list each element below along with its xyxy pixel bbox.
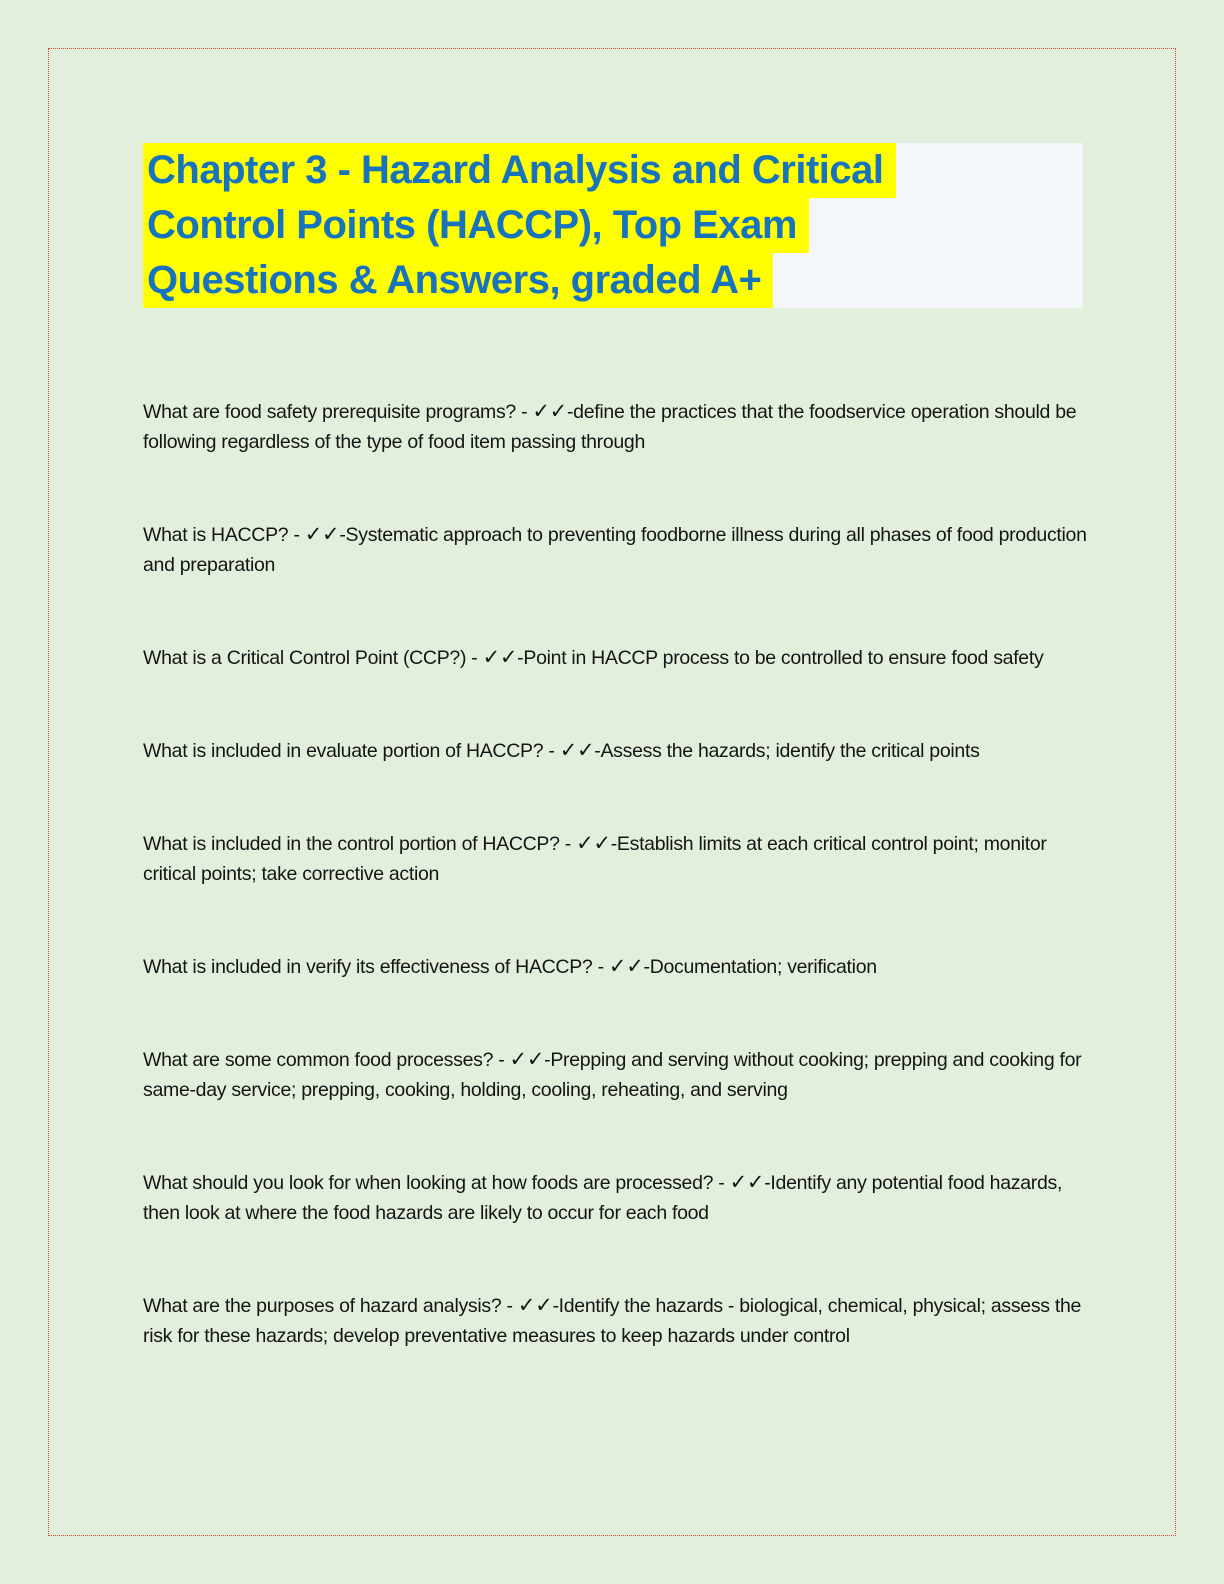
title-panel: [143, 143, 1083, 308]
page-title: [143, 143, 1083, 308]
question-text: What is included in evaluate portion of HACCP? -: [143, 740, 560, 762]
double-check-icon: ✓✓: [482, 645, 518, 669]
double-check-icon: ✓✓: [532, 399, 567, 423]
answer-text: -Prepping and serving without cooking; prepping and cooking for same-day service; prepping, cooking, holding, cooling, reheating, and serving: [143, 1049, 1082, 1101]
page-title-line-1: Chapter 3 - Hazard Analysis and Critical: [143, 143, 896, 198]
qa-item: [143, 735, 1088, 766]
double-check-icon: ✓✓: [608, 954, 644, 978]
qa-item: [143, 519, 1088, 580]
qa-item: [143, 1044, 1088, 1105]
qa-list: [143, 396, 1088, 1351]
qa-item: [143, 828, 1088, 889]
question-text: What are food safety prerequisite programs? -: [143, 401, 533, 423]
double-check-icon: ✓✓: [517, 1293, 553, 1317]
question-text: What should you look for when looking at how foods are processed? -: [143, 1172, 730, 1194]
answer-text: -Documentation; verification: [643, 956, 877, 978]
question-text: What is included in the control portion of HACCP? -: [143, 833, 577, 855]
double-check-icon: ✓✓: [576, 831, 611, 855]
qa-item: [143, 396, 1088, 457]
answer-text: -Point in HACCP process to be controlled to ensure food safety: [517, 647, 1044, 669]
qa-item: [143, 1167, 1088, 1228]
double-check-icon: ✓✓: [559, 738, 595, 762]
question-text: What is HACCP? -: [143, 524, 305, 546]
question-text: What are some common food processes? -: [143, 1049, 510, 1071]
answer-text: -Systematic approach to preventing foodborne illness during all phases of food production and preparation: [143, 524, 1087, 576]
double-check-icon: ✓✓: [729, 1170, 765, 1194]
answer-text: -Establish limits at each critical control point; monitor critical points; take corrective action: [143, 833, 1047, 885]
answer-text: -Assess the hazards; identify the critical points: [594, 740, 980, 762]
question-text: What is included in verify its effectiveness of HACCP? -: [143, 956, 609, 978]
question-text: What is a Critical Control Point (CCP?) -: [143, 647, 483, 669]
qa-item: [143, 642, 1088, 673]
double-check-icon: ✓✓: [304, 522, 340, 546]
answer-text: -define the practices that the foodservice operation should be following regardless of the type of food item passing through: [143, 401, 1077, 453]
answer-text: -Identify the hazards - biological, chemical, physical; assess the risk for these hazards; develop preventative measures to keep hazards under control: [143, 1295, 1082, 1347]
double-check-icon: ✓✓: [509, 1047, 545, 1071]
answer-text: -Identify any potential food hazards, then look at where the food hazards are likely to occur for each food: [143, 1172, 1063, 1224]
question-text: What are the purposes of hazard analysis? -: [143, 1295, 518, 1317]
content-area: [143, 143, 1088, 1413]
page-title-line-2: Control Points (HACCP), Top Exam: [143, 198, 809, 253]
qa-item: [143, 1290, 1088, 1351]
qa-item: [143, 951, 1088, 982]
page-title-line-3: Questions & Answers, graded A+: [143, 253, 773, 308]
